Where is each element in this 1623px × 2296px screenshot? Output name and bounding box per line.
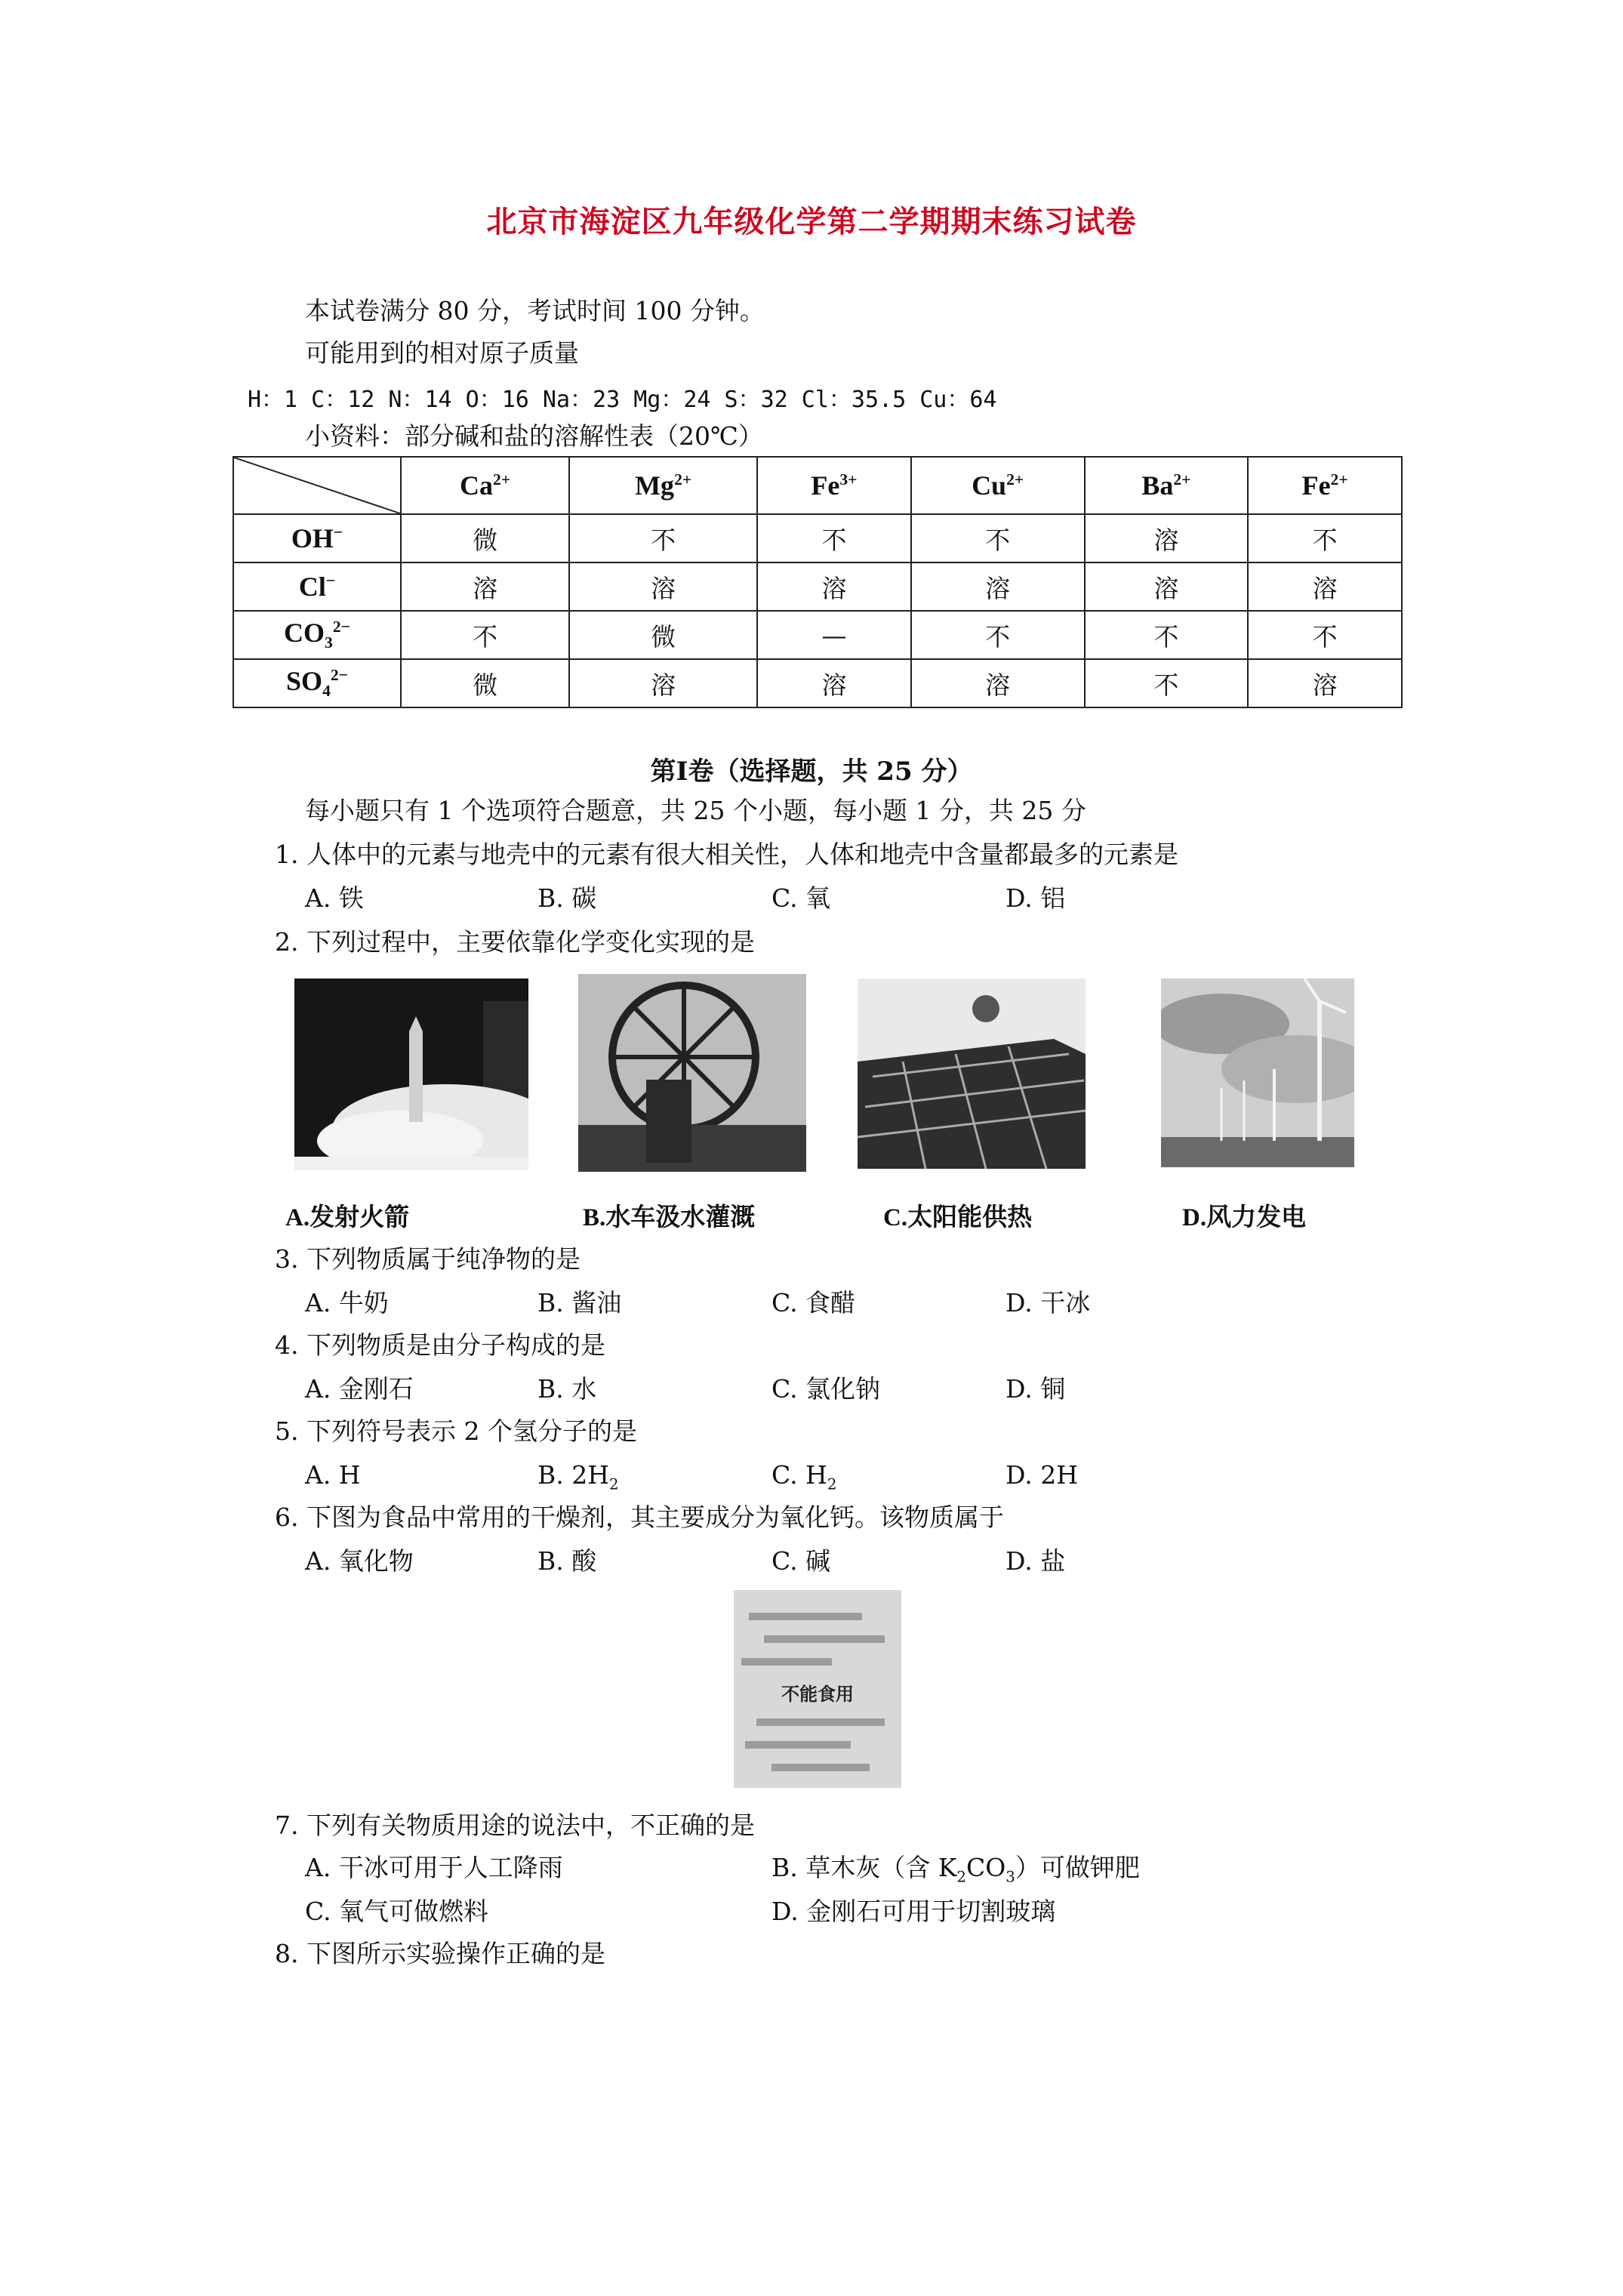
anion-header: $CO_3^{2-}$	[233, 611, 401, 659]
intro-mass-heading: 可能用到的相对原子质量	[305, 338, 579, 368]
q6-option-c: C. 碱	[771, 1546, 831, 1576]
table-cell: 溶	[757, 562, 911, 611]
q7-option-b: B. 草木灰（含 $K_2CO_3$）可做钾肥	[771, 1853, 1140, 1886]
table-cell: 不	[401, 611, 569, 659]
q1-option-d: D. 铝	[1006, 883, 1066, 913]
table-cell: 微	[569, 611, 757, 659]
cation-header: $Ba^{2+}$	[1085, 457, 1249, 514]
q2-caption-a: A.发射火箭	[285, 1204, 410, 1231]
cation-header: $Fe^{2+}$	[1248, 457, 1402, 514]
rocket-launch-photo	[294, 978, 528, 1170]
q5-option-d: D. 2H	[1006, 1460, 1079, 1490]
desiccant-packet-photo	[734, 1590, 901, 1788]
q5-option-b: B. $2H_2$	[537, 1460, 619, 1493]
cation-header: $Mg^{2+}$	[569, 457, 757, 514]
table-cell: 微	[401, 659, 569, 707]
q3-option-a: A. 牛奶	[305, 1288, 389, 1318]
q2-caption-d: D.风力发电	[1182, 1204, 1307, 1231]
solubility-table	[233, 456, 1403, 708]
table-cell: 不	[911, 514, 1085, 562]
cation-header: $Fe^{3+}$	[757, 457, 911, 514]
q6-option-d: D. 盐	[1006, 1546, 1066, 1576]
table-cell: 微	[401, 514, 569, 562]
q7-option-c: C. 氧气可做燃料	[305, 1897, 489, 1926]
table-cell: —	[757, 611, 911, 659]
section-heading: 第Ⅰ卷（选择题，共 25 分）	[650, 757, 973, 787]
q3-option-b: B. 酱油	[537, 1288, 622, 1318]
q4-option-d: D. 铜	[1006, 1374, 1066, 1404]
question-4-stem: 4. 下列物质是由分子构成的是	[275, 1330, 605, 1360]
table-cell: 不	[757, 514, 911, 562]
table-cell: 不	[569, 514, 757, 562]
atomic-masses: H：1 C：12 N：14 O：16 Na：23 Mg：24 S：32 Cl：35.5 Cu：64	[248, 387, 997, 413]
q6-option-a: A. 氧化物	[305, 1546, 414, 1576]
q7-option-a: A. 干冰可用于人工降雨	[305, 1853, 563, 1882]
table-cell: 溶	[1085, 562, 1249, 611]
packet-label: 不能食用	[781, 1683, 854, 1705]
waterwheel-photo	[578, 974, 806, 1172]
q6-option-b: B. 酸	[537, 1546, 597, 1576]
question-8-stem: 8. 下图所示实验操作正确的是	[275, 1939, 605, 1968]
table-cell: 不	[1248, 611, 1402, 659]
cation-header: $Ca^{2+}$	[401, 457, 569, 514]
question-6-stem: 6. 下图为食品中常用的干燥剂，其主要成分为氧化钙。该物质属于	[275, 1502, 1004, 1532]
cation-header: $Cu^{2+}$	[911, 457, 1085, 514]
table-cell: 溶	[1248, 562, 1402, 611]
table-cell: 溶	[757, 659, 911, 707]
table-corner-cell	[233, 457, 401, 514]
intro-score-line: 本试卷满分 80 分，考试时间 100 分钟。	[305, 296, 765, 325]
q1-option-b: B. 碳	[537, 883, 597, 913]
question-1-stem: 1. 人体中的元素与地壳中的元素有很大相关性，人体和地壳中含量都最多的元素是	[275, 840, 1178, 869]
question-7-stem: 7. 下列有关物质用途的说法中，不正确的是	[275, 1811, 755, 1840]
q5-option-c: C. $H_2$	[771, 1460, 837, 1493]
table-caption: 小资料：部分碱和盐的溶解性表（20℃）	[305, 421, 763, 451]
q7-option-d: D. 金刚石可用于切割玻璃	[771, 1897, 1056, 1926]
table-cell: 不	[1085, 659, 1249, 707]
q4-option-b: B. 水	[537, 1374, 597, 1404]
question-2-stem: 2. 下列过程中，主要依靠化学变化实现的是	[275, 927, 755, 957]
table-cell: 不	[1248, 514, 1402, 562]
q3-option-c: C. 食醋	[771, 1288, 856, 1318]
q4-option-a: A. 金刚石	[305, 1374, 414, 1404]
table-cell: 溶	[1085, 514, 1249, 562]
q2-caption-c: C.太阳能供热	[883, 1204, 1033, 1231]
q2-caption-b: B.水车汲水灌溉	[583, 1204, 756, 1231]
solar-heating-photo	[858, 978, 1086, 1169]
table-cell: 不	[1085, 611, 1249, 659]
table-cell: 溶	[911, 562, 1085, 611]
wind-turbine-photo	[1161, 978, 1354, 1167]
table-cell: 溶	[569, 659, 757, 707]
q3-option-d: D. 干冰	[1006, 1288, 1091, 1318]
question-3-stem: 3. 下列物质属于纯净物的是	[275, 1244, 581, 1274]
table-cell: 不	[911, 611, 1085, 659]
anion-header: Cl−	[233, 562, 401, 611]
page-title: 北京市海淀区九年级化学第二学期期末练习试卷	[486, 204, 1137, 239]
table-cell: 溶	[1248, 659, 1402, 707]
table-cell: 溶	[401, 562, 569, 611]
anion-header: $SO_4^{2-}$	[233, 659, 401, 707]
q4-option-c: C. 氯化钠	[771, 1374, 881, 1404]
q1-option-a: A. 铁	[305, 883, 364, 913]
question-5-stem: 5. 下列符号表示 2 个氢分子的是	[275, 1416, 637, 1446]
q5-option-a: A. H	[305, 1460, 361, 1490]
table-cell: 溶	[569, 562, 757, 611]
section-instructions: 每小题只有 1 个选项符合题意，共 25 个小题，每小题 1 分，共 25 分	[305, 796, 1086, 825]
anion-header: OH−	[233, 514, 401, 562]
table-cell: 溶	[911, 659, 1085, 707]
q1-option-c: C. 氧	[771, 883, 831, 913]
